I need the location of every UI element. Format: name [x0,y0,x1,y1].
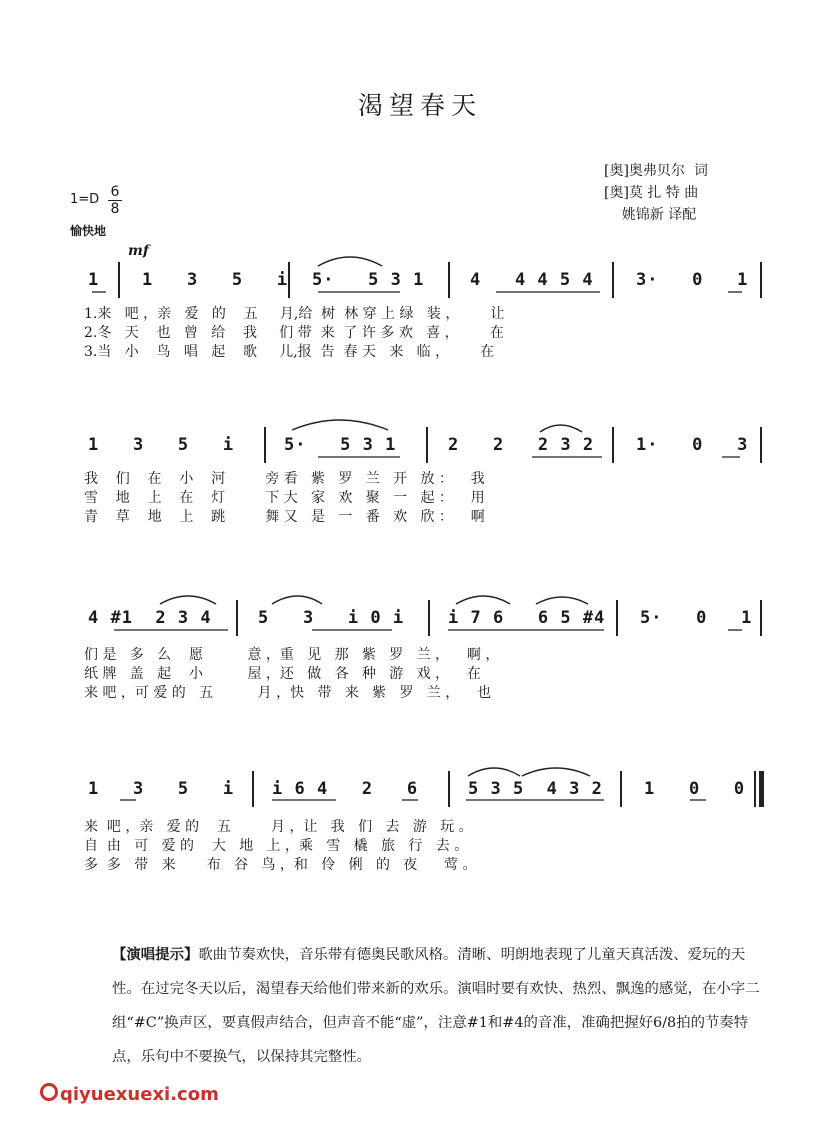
key-signature: 1=D [70,192,100,207]
meter-top: 6 [110,184,120,200]
slur-arc [522,768,590,776]
slur-arc [468,768,520,776]
lyric-verse-3: 3.当 小 鸟 唱 起 歌 儿,报 告 春 天 来 临 ， 在 [84,344,495,360]
measure: 4 4 4 5 4 [470,270,594,290]
tips-label: 【演唱提示】 [112,946,199,963]
lyric-verse-1: 们 是 多 么 愿 意 ，重 见 那 紫 罗 兰 ， 啊 ， [84,647,500,663]
measure: i 7 6 6 5 #4 [448,608,606,628]
measure: 5 3 5 4 3 2 [468,779,603,799]
slur-arc [456,596,510,604]
tempo-marking: 愉快地 [70,224,107,238]
lyric-verse-2: 雪 地 上 在 灯 下 大 家 欢 聚 一 起 ： 用 [84,490,485,506]
dynamic-marking: mf [128,243,149,259]
tips-text: 歌曲节奏欢快，音乐带有德奥民歌风格。清晰、明朗地表现了儿童天真活泼、爱玩的天性。在过完冬天以后，渴望春天给他们带来新的欢乐。演唱时要有欢快、热烈、飘逸的感觉，在小字二组“#C”换声区，要真假声结合，但声音不能“虚”，注意#1和#4的音准，准确把握好6/8拍的节奏特点，乐句中不要换气，以保持其完整性。 [112,947,760,1065]
lyric-verse-3: 多 多 带 来 布 谷 鸟 ，和 伶 俐 的 夜 莺 。 [84,857,477,873]
measure: i 6 4 2 6 [272,779,419,799]
slur-arc [272,596,322,604]
slur-arc [318,257,382,266]
lyric-verse-1: 1.来 吧 ，亲 爱 的 五 月,给 树 林 穿 上 绿 装 ， 让 [84,306,505,322]
measure: 4 #1 2 3 4 [88,608,212,628]
measure: 2 2 2 3 2 [448,435,595,455]
lyric-verse-1: 我 们 在 小 河 旁 看 紫 罗 兰 开 放 ： 我 [84,471,485,487]
lyric-verse-3: 来 吧 ，可 爱 的 五 月 ，快 带 来 紫 罗 兰 ， 也 [84,685,492,701]
meter-bottom: 8 [110,201,120,217]
measure: 1 0 0 [644,779,746,799]
logo-icon [40,1083,58,1101]
lyricist-credit: [奥]奥弗贝尔 词 [604,163,708,179]
slur-arc [160,596,216,604]
measure: 5· 5 3 1 [284,435,397,455]
lyric-verse-2: 自 由 可 爱 的 大 地 上 ，乘 雪 橇 旅 行 去 。 [84,838,469,854]
measure: 1 3 5 i [88,435,235,455]
lyric-verse-1: 来 吧 ，亲 爱 的 五 月 ，让 我 们 去 游 玩 。 [84,819,473,835]
site-watermark [40,1083,219,1105]
measure: 1 [88,270,100,290]
composer-credit: [奥]莫 扎 特 曲 [604,185,699,201]
slur-arc [292,420,388,430]
measure: 5· 5 3 1 [312,270,425,290]
slur-arc [536,597,588,604]
lyric-verse-2: 2.冬 天 也 曾 给 我 们 带 来 了 许 多 欢 喜 ， 在 [84,325,504,341]
song-title: 渴望春天 [357,91,482,120]
measure: 1· 0 3 [636,435,749,455]
measure: 1 3 5 i [142,270,289,290]
slur-arc [540,425,582,432]
watermark-text: qiyuexuexi.com [60,1084,219,1105]
lyric-verse-2: 纸 牌 盖 起 小 屋 ，还 做 各 种 游 戏 ， 在 [84,666,481,682]
performance-tips [112,938,767,1074]
measure: 1 3 5 i [88,779,235,799]
measure: 5 3 i 0 i [258,608,405,628]
measure: 3· 0 1 [636,270,749,290]
measure: 5· 0 1 [640,608,753,628]
arranger-credit: 姚锦新 译配 [604,207,697,223]
lyric-verse-3: 青 草 地 上 跳 舞 又 是 一 番 欢 欣 ： 啊 [84,509,485,525]
